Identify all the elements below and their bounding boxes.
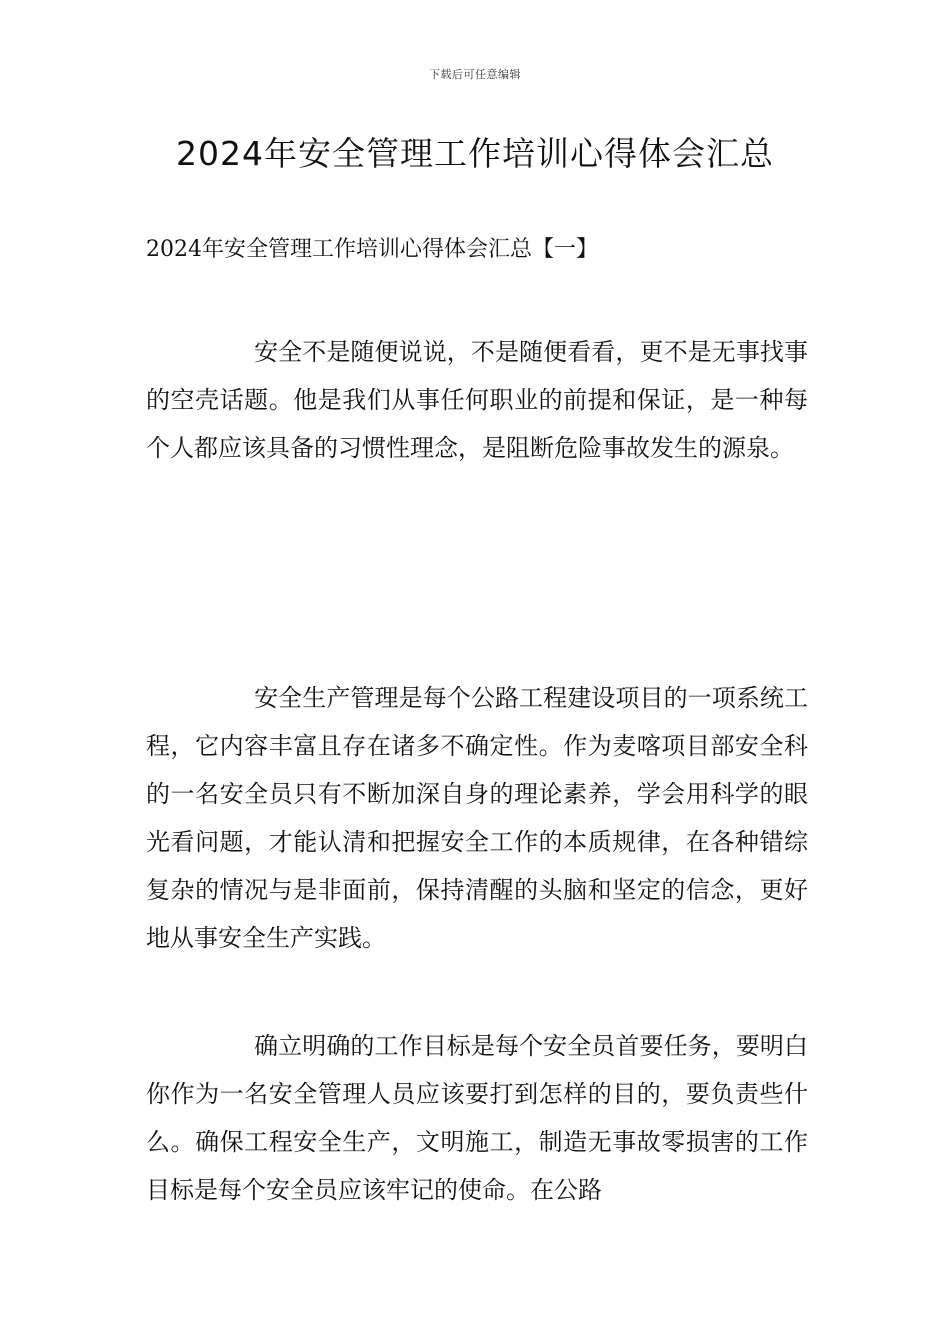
paragraph-2 [146,674,808,962]
paragraph-2-text: 安全生产管理是每个公路工程建设项目的一项系统工程，它内容丰富且存在诸多不确定性。作为麦喀项目部安全科的一名安全员只有不断加深自身的理论素养，学会用科学的眼光看问题，才能认清和把握安全工作的本质规律，在各种错综复杂的情况与是非面前，保持清醒的头脑和坚定的信念，更好地从事安全生产实践。 [146,684,808,952]
paragraph-3-text: 确立明确的工作目标是每个安全员首要任务，要明白你作为一名安全管理人员应该要打到怎样的目的，要负责些什么。确保工程安全生产，文明施工，制造无事故零损害的工作目标是每个安全员应该牢记的使命。在公路 [146,1032,808,1204]
header-note: 下载后可任意编辑 [429,68,521,81]
paragraph-1-text: 安全不是随便说说，不是随便看看，更不是无事找事的空壳话题。他是我们从事任何职业的前提和保证，是一种每个人都应该具备的习惯性理念，是阻断危险事故发生的源泉。 [146,338,808,462]
document-title: 2024年安全管理工作培训心得体会汇总 [176,134,774,173]
section-subtitle: 2024年安全管理工作培训心得体会汇总【一】 [146,237,598,262]
paragraph-3 [146,1022,808,1214]
paragraph-1 [146,328,808,472]
